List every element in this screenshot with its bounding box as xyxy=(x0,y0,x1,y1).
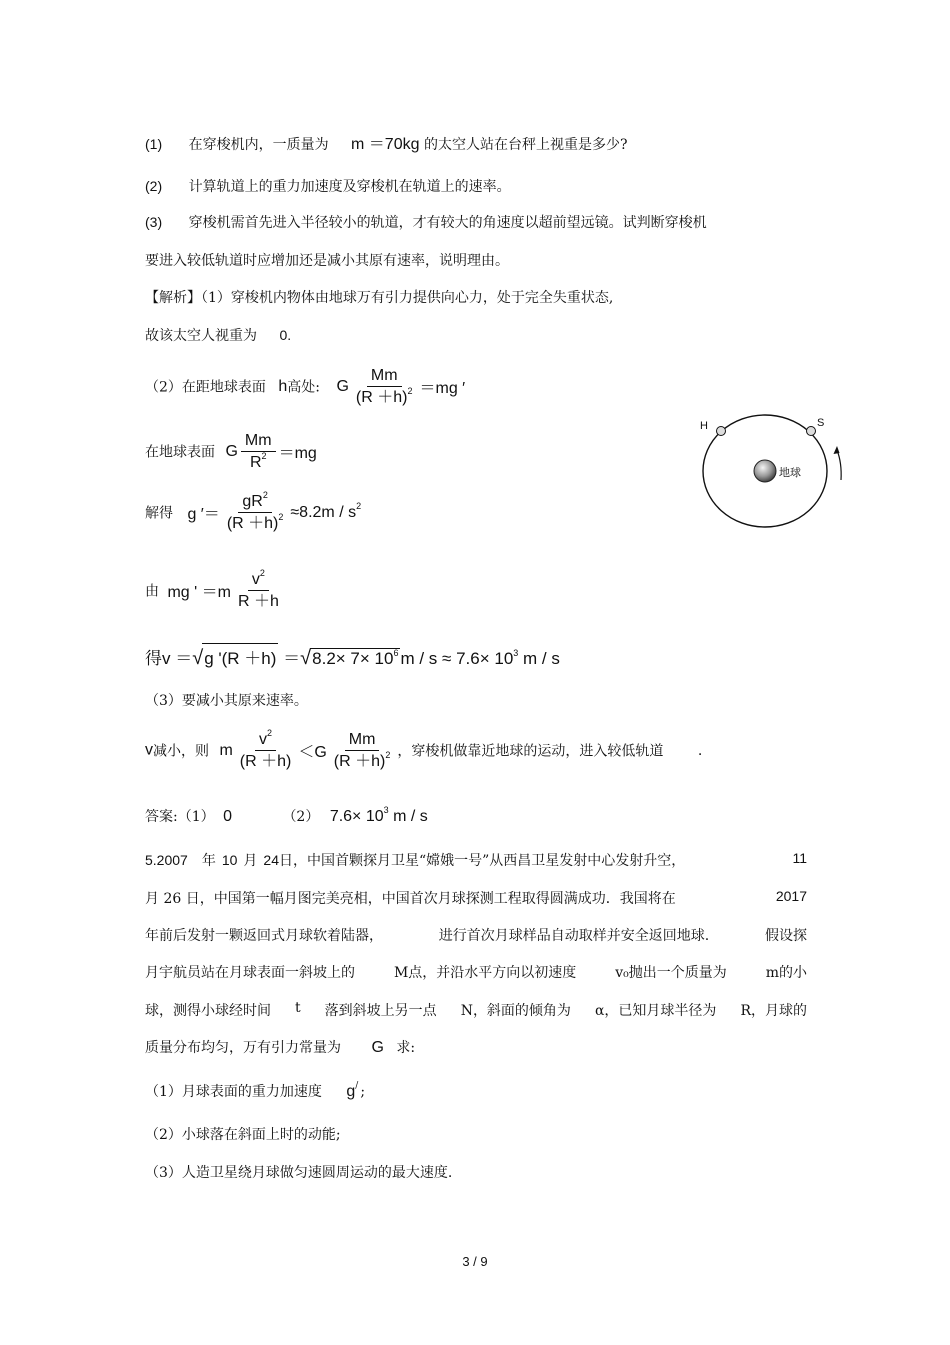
fraction: $\frac{Mm}{R^2}$ xyxy=(241,431,276,472)
text: ; xyxy=(360,1084,366,1100)
answer-line: 答案:（1） 0 （2） $7.6\times 10^3$ m / s xyxy=(145,805,428,825)
speed-result: 7.6× 10 xyxy=(456,649,514,668)
text: t xyxy=(295,1000,301,1016)
text: 在穿梭机内，一质量为 xyxy=(188,137,329,153)
text: 假设探 xyxy=(764,928,807,944)
text: N，斜面的倾角为 xyxy=(460,1003,571,1019)
equation-compare xyxy=(145,730,702,771)
text: m的小 xyxy=(765,965,807,981)
text: 故该太空人视重为 xyxy=(145,328,257,344)
value: 0. xyxy=(279,327,292,343)
text: 质量分布均匀，万有引力常量为 xyxy=(145,1040,341,1056)
text: 日，中国首颗探月卫星“嫦娥一号”从西昌卫星发射中心发射升空， xyxy=(278,853,686,869)
text: ，穿梭机做靠近地球的运动，进入较低轨道 xyxy=(397,743,664,760)
page-number: 3 / 9 xyxy=(462,1254,488,1269)
q5-line-1 xyxy=(145,850,807,870)
solution-line-2 xyxy=(145,325,291,345)
text: 高处: xyxy=(287,379,320,396)
text: M点，并沿水平方向以初速度 xyxy=(393,965,577,981)
fraction: $\frac{Mm}{(R +h)^2}$ xyxy=(355,367,413,406)
text: 求: xyxy=(396,1040,416,1056)
text: 落到斜坡上另一点 xyxy=(324,1003,437,1019)
fraction: $\frac{Mm}{(R +h)^2}$ xyxy=(333,731,391,770)
equation-g-prime xyxy=(145,492,361,533)
answer-label: （2） xyxy=(282,809,320,825)
arrow-head-icon xyxy=(834,446,840,454)
text: （2）在距地球表面 xyxy=(145,379,266,396)
var-g: g xyxy=(346,1083,356,1100)
q5-line-3 xyxy=(145,925,807,945)
shuttle-s-icon xyxy=(807,427,816,436)
q5-line-6 xyxy=(145,1037,415,1057)
part-2 xyxy=(145,176,511,196)
label-earth: 地球 xyxy=(779,466,801,479)
fraction: $\frac{v^2}{R +h}$ xyxy=(237,568,279,610)
part-number: (1) xyxy=(145,136,163,152)
formula: ＜G xyxy=(298,744,327,761)
text: v₀抛出一个质量为 xyxy=(615,965,727,981)
formula: v ＝√g '$(R +h) =√8.2\times 7\times 10^6$ $m / s \approx 7.6\times 10^3$ m / s xyxy=(162,649,560,668)
q5-line-4 xyxy=(145,962,807,982)
label-s: S xyxy=(817,417,825,429)
formula: $\approx 8.2m / s^2$ xyxy=(290,500,362,521)
fraction: $\frac{gR^2}{(R +h)^2}$ xyxy=(226,490,284,532)
text: 月宇航员站在月球表面一斜坡上的 xyxy=(145,965,355,981)
equation-velocity xyxy=(145,570,286,611)
part-1 xyxy=(145,131,627,154)
q5-line-5 xyxy=(145,1000,807,1020)
orbit-figure xyxy=(695,408,845,533)
text: 5.2007 xyxy=(145,852,188,868)
var-G: G xyxy=(371,1039,384,1056)
part-3 xyxy=(145,212,707,232)
formula: G xyxy=(336,377,349,395)
text: . xyxy=(697,742,703,759)
part-3-cont: 要进入较低轨道时应增加还是减小其原有速率，说明理由。 xyxy=(145,253,509,269)
q5-line-2 xyxy=(145,888,807,908)
text: 进行首次月球样品自动取样并安全返回地球. xyxy=(438,928,710,944)
text: 计算轨道上的重力加速度及穿梭机在轨道上的速率。 xyxy=(188,179,511,195)
text: 的太空人站在台秤上视重是多少? xyxy=(423,137,628,153)
formula: g ′＝ xyxy=(187,506,220,523)
var-h: h xyxy=(278,377,288,395)
text: 年 xyxy=(201,853,216,869)
text: R，月球的 xyxy=(740,1003,807,1019)
answer-2: 7.6× 10 xyxy=(329,808,384,825)
g-value: 8.2m / s xyxy=(299,503,357,521)
text: 球，测得小球经时间 xyxy=(145,1003,271,1019)
direction-arrow-icon xyxy=(837,450,841,480)
solution-label: 【解析】（1）穿梭机内物体由地球万有引力提供向心力，处于完全失重状态, xyxy=(145,290,614,306)
text: 月 xyxy=(243,853,258,869)
answer-1: 0 xyxy=(223,808,232,825)
fraction: $\frac{v^2}{(R +h)}$ xyxy=(239,728,292,770)
text: 10 xyxy=(221,852,238,868)
radicand: 8.2× 7× 10 xyxy=(312,649,394,668)
unit: m / s xyxy=(393,808,428,825)
equation-surface xyxy=(145,431,317,472)
text: α，已知月球半径为 xyxy=(594,1003,717,1019)
label-h: H xyxy=(700,420,708,432)
orbit-diagram xyxy=(695,408,845,533)
formula: mg ' ＝m xyxy=(167,584,231,601)
equation-result xyxy=(145,643,560,670)
q5-sub-1: （1）月球表面的重力加速度 g/ ; xyxy=(145,1081,366,1100)
text: 得 xyxy=(145,649,162,669)
text: 穿梭机需首先进入半径较小的轨道，才有较大的角速度以超前望远镜。试判断穿梭机 xyxy=(188,215,707,231)
text: 解得 xyxy=(145,505,173,522)
text: 减小，则 xyxy=(153,743,209,760)
part-number: (2) xyxy=(145,178,163,194)
var-v: v xyxy=(145,741,153,759)
earth-icon xyxy=(754,460,776,482)
equation-height xyxy=(145,366,465,407)
text: 年前后发射一颗返回式月球软着陆器， xyxy=(145,928,383,944)
solution-part-3: （3）要减小其原来速率。 xyxy=(145,693,308,709)
telescope-h-icon xyxy=(717,427,726,436)
text: （1）月球表面的重力加速度 xyxy=(145,1084,322,1100)
text: 月 26 日，中国第一幅月图完美亮相，中国首次月球探测工程取得圆满成功．我国将在 xyxy=(145,891,676,907)
formula: m xyxy=(219,741,233,759)
formula: G xyxy=(225,442,238,460)
q5-sub-2: （2）小球落在斜面上时的动能; xyxy=(145,1127,341,1143)
part-number: (3) xyxy=(145,214,163,230)
q5-sub-3: （3）人造卫星绕月球做匀速圆周运动的最大速度. xyxy=(145,1165,453,1181)
text: 由 xyxy=(145,583,159,600)
text: 24 xyxy=(263,852,279,868)
text: 11 xyxy=(792,850,807,866)
mass-value: m ＝70kg xyxy=(351,136,420,153)
text: 在地球表面 xyxy=(145,444,215,461)
answer-label: 答案:（1） xyxy=(145,809,215,825)
text: 2017 xyxy=(775,888,807,904)
formula: ＝mg ′ xyxy=(419,380,466,397)
formula: ＝mg xyxy=(278,445,317,462)
